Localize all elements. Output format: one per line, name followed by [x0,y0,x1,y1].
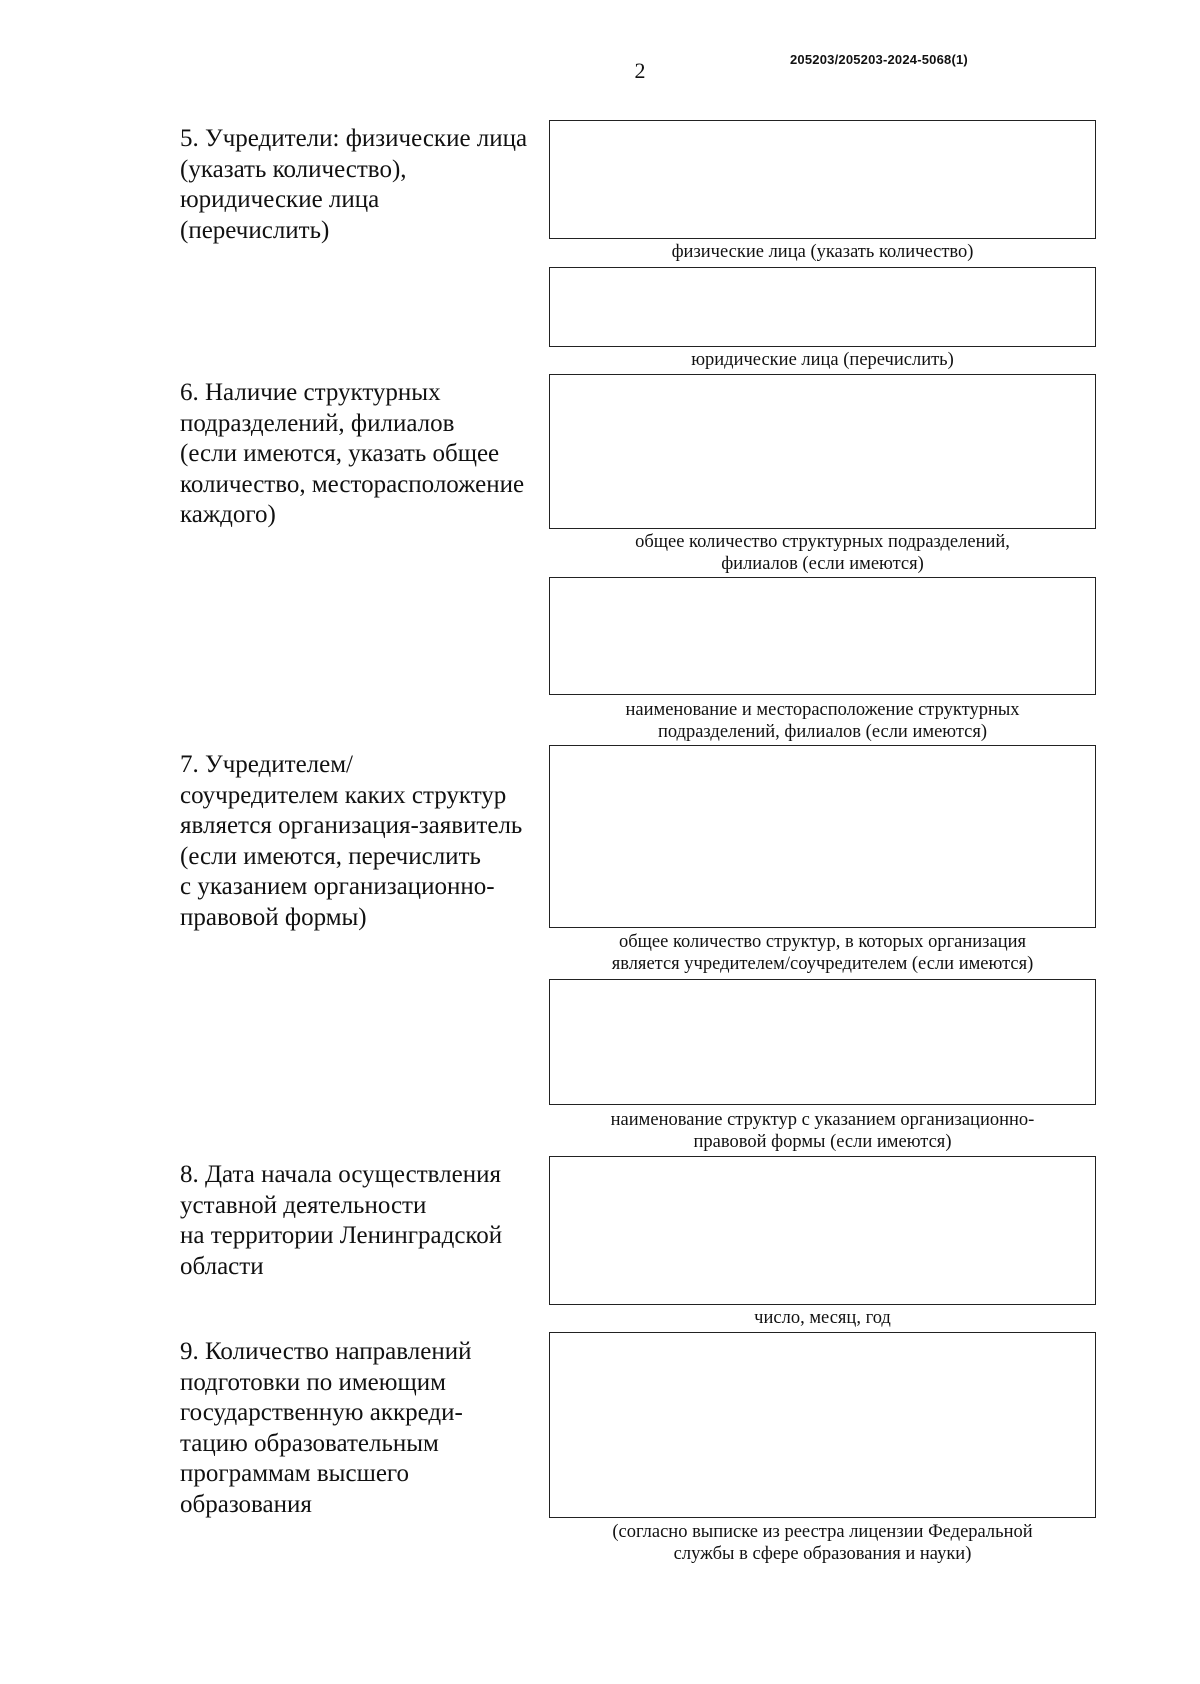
caption-line: правовой формы (если имеются) [693,1132,952,1152]
label-line: (перечислить) [180,216,330,244]
label-line: образования [180,1490,312,1518]
section-5-label [180,124,550,246]
founders-legal-entities-caption [549,349,1096,371]
label-line: уставной деятельности [180,1191,427,1219]
label-line: (если имеются, перечислить [180,842,481,870]
subdivisions-location-field[interactable] [549,577,1096,695]
caption-line: является учредителем/соучредителем (если имеются) [611,954,1034,974]
label-line: 5. Учредители: физические лица [180,125,528,152]
label-line: 6. Наличие структурных [180,379,441,406]
caption-line: общее количество структур, в которых организация [619,932,1026,952]
caption-line: число, месяц, год [754,1308,891,1328]
label-line: количество, месторасположение [180,470,525,498]
label-line: подготовки по имеющим [180,1368,446,1396]
page-number: 2 [634,58,646,83]
label-line: на территории Ленинградской [180,1222,503,1249]
label-line: тацию образовательным [180,1429,439,1457]
section-7-label [180,750,550,933]
label-line: каждого) [180,501,276,528]
label-line: является организация-заявитель [180,812,523,839]
caption-line: юридические лица (перечислить) [691,350,954,370]
caption-line: физические лица (указать количество) [671,242,974,262]
caption-line: службы в сфере образования и науки) [673,1544,972,1564]
accredited-programs-count-field[interactable] [549,1332,1096,1518]
label-line: 8. Дата начала осуществления [180,1161,501,1188]
accredited-programs-count-caption [549,1521,1096,1565]
section-8-label [180,1160,550,1282]
label-line: области [180,1252,264,1280]
label-line: соучредителем каких структур [180,781,507,809]
caption-line: филиалов (если имеются) [721,554,924,574]
section-9-label [180,1337,550,1520]
activity-start-date-field[interactable] [549,1156,1096,1305]
founded-structures-count-caption [549,931,1096,975]
founders-individuals-field[interactable] [549,120,1096,239]
subdivisions-location-caption [549,699,1096,743]
subdivisions-count-caption [549,531,1096,575]
subdivisions-count-field[interactable] [549,374,1096,529]
label-line: программам высшего [180,1460,410,1487]
label-line: (указать количество), [180,155,407,183]
label-line: правовой формы) [180,903,367,931]
document-id: 205203/205203-2024-5068(1) [790,52,968,67]
label-line: (если имеются, указать общее [180,440,500,467]
label-line: юридические лица [180,186,380,213]
label-line: подразделений, филиалов [180,409,455,437]
founded-structures-count-field[interactable] [549,745,1096,928]
caption-line: общее количество структурных подразделений, [635,532,1010,552]
caption-line: (согласно выписке из реестра лицензии Федеральной [612,1522,1033,1542]
activity-start-date-caption [549,1307,1096,1329]
founded-structures-names-caption [549,1109,1096,1153]
label-line: 9. Количество направлений [180,1338,472,1365]
founders-legal-entities-field[interactable] [549,267,1096,347]
label-line: с указанием организационно- [180,873,495,900]
founders-individuals-caption [549,241,1096,263]
caption-line: наименование структур с указанием организационно- [610,1110,1035,1130]
label-line: 7. Учредителем/ [180,751,353,778]
caption-line: наименование и месторасположение структурных [625,700,1020,720]
founded-structures-names-field[interactable] [549,979,1096,1105]
section-6-label [180,378,550,531]
caption-line: подразделений, филиалов (если имеются) [657,722,988,742]
label-line: государственную аккреди- [180,1399,463,1426]
